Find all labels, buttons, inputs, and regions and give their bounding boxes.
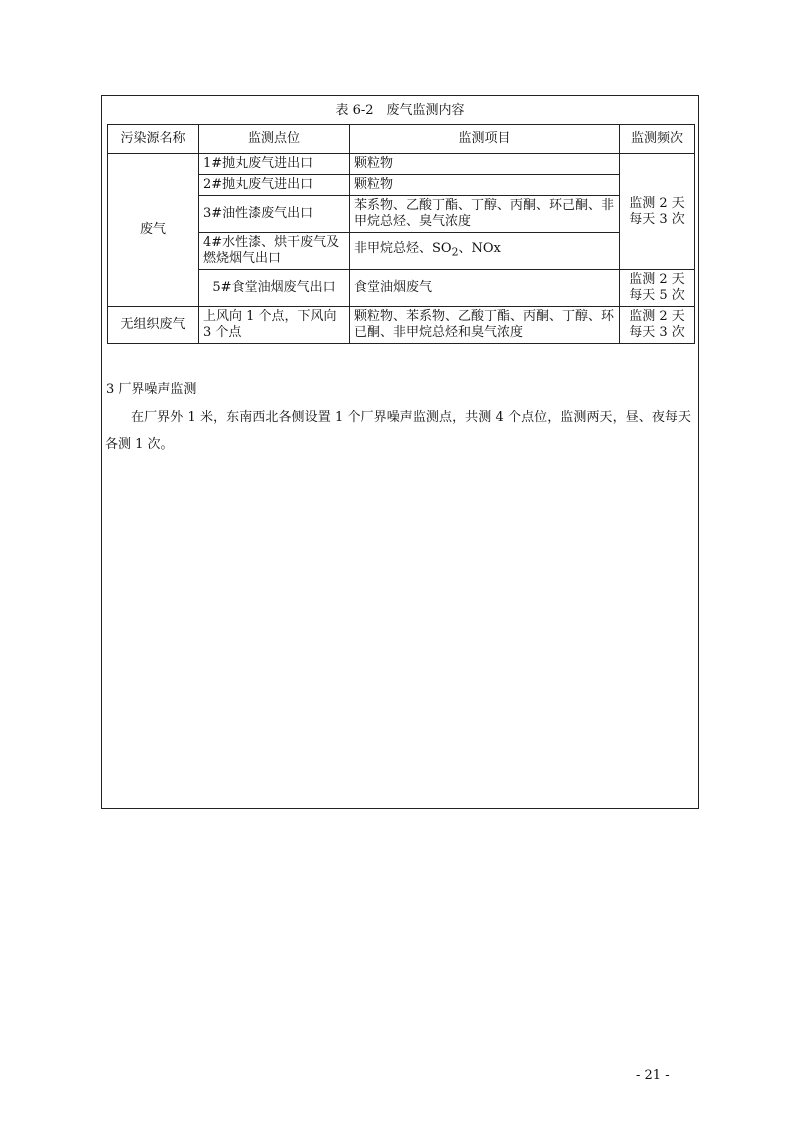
item-cell: 颗粒物	[350, 154, 620, 175]
table-header-row	[108, 125, 695, 154]
section-heading: 3 厂界噪声监测	[106, 382, 197, 397]
point-cell: 5#食堂油烟废气出口	[199, 270, 350, 307]
point-cell: 1#抛丸废气进出口	[199, 154, 350, 175]
item-cell: 颗粒物、苯系物、乙酸丁酯、丙酮、丁醇、环已酮、非甲烷总烃和臭气浓度	[350, 307, 620, 344]
table-row	[108, 307, 695, 344]
frequency-cell	[620, 307, 695, 344]
source-cell: 无组织废气	[108, 307, 199, 344]
item-text-pre: 非甲烷总烃、SO	[354, 241, 452, 257]
frequency-times: 每天 3 次	[629, 211, 685, 227]
item-cell	[350, 233, 620, 270]
point-cell: 3#油性漆废气出口	[199, 196, 350, 233]
table-row	[108, 154, 695, 175]
frequency-cell	[620, 154, 695, 270]
item-cell: 颗粒物	[350, 175, 620, 196]
item-text-post: 、NOx	[458, 241, 501, 257]
frequency-times: 每天 5 次	[629, 288, 685, 303]
point-cell: 2#抛丸废气进出口	[199, 175, 350, 196]
monitoring-table	[107, 124, 695, 344]
point-cell: 4#水性漆、烘干废气及燃烧烟气出口	[199, 233, 350, 270]
frequency-days: 监测 2 天	[629, 195, 685, 211]
content-frame	[101, 95, 699, 809]
frequency-days: 监测 2 天	[629, 272, 685, 287]
header-item: 监测项目	[350, 125, 620, 154]
header-source: 污染源名称	[108, 125, 199, 154]
item-cell: 苯系物、乙酸丁酯、丁醇、丙酮、环己酮、非甲烷总烃、臭气浓度	[350, 196, 620, 233]
frequency-days: 监测 2 天	[629, 309, 685, 324]
page-number: - 21 -	[636, 1068, 670, 1083]
section-paragraph: 在厂界外 1 米，东南西北各侧设置 1 个厂界噪声监测点，共测 4 个点位，监测两天，昼、夜每天各测 1 次。	[105, 410, 691, 452]
header-frequency: 监测频次	[620, 125, 695, 154]
point-cell: 上风向 1 个点，下风向 3 个点	[199, 307, 350, 344]
header-point: 监测点位	[199, 125, 350, 154]
frequency-cell	[620, 270, 695, 307]
frequency-times: 每天 3 次	[629, 325, 685, 340]
source-cell: 废气	[108, 154, 199, 307]
table-caption: 表 6-2 废气监测内容	[335, 103, 465, 118]
item-subscript: 2	[451, 245, 459, 259]
item-cell: 食堂油烟废气	[350, 270, 620, 307]
